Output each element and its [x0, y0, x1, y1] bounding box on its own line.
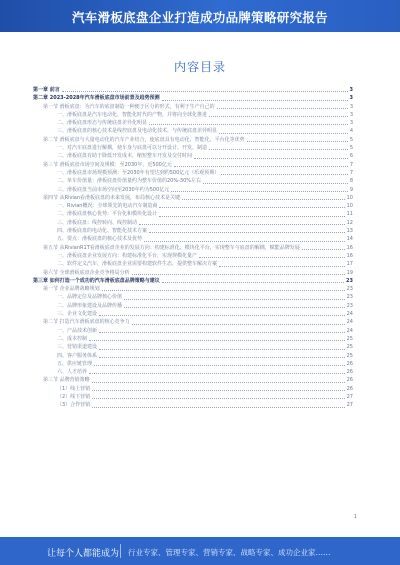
toc-leader-dots	[92, 398, 344, 399]
toc-entry[interactable]	[33, 119, 353, 127]
toc-leader-dots	[219, 266, 345, 267]
toc-entry[interactable]	[33, 360, 353, 368]
table-of-contents	[33, 86, 353, 410]
toc-entry[interactable]	[33, 327, 353, 335]
toc-entry-title: 三、企业文化建设	[57, 311, 98, 318]
toc-entry[interactable]	[33, 252, 353, 260]
toc-entry[interactable]	[33, 111, 353, 119]
toc-entry-page: 10	[346, 194, 353, 201]
toc-leader-dots	[174, 166, 348, 167]
toc-leader-dots	[162, 282, 344, 283]
toc-leader-dots	[149, 232, 345, 233]
toc-leader-dots	[102, 290, 345, 291]
toc-leader-dots	[209, 149, 348, 150]
toc-entry-page: 7	[349, 161, 353, 168]
toc-leader-dots	[99, 357, 345, 358]
toc-entry-page: 26	[346, 360, 353, 367]
toc-entry[interactable]	[33, 86, 353, 94]
toc-entry-title: 三、滑板底盘当前市场空间至2030年约为500亿元	[57, 186, 170, 193]
toc-leader-dots	[159, 207, 344, 208]
toc-entry-page: 13	[346, 228, 353, 235]
report-header	[0, 0, 400, 32]
toc-entry-title: 一、滑板底盘是汽车电动化、智能化时代的产物，并将向全球化推进	[57, 111, 208, 118]
toc-heading: 内容目录	[173, 60, 226, 74]
toc-leader-dots	[144, 241, 345, 242]
toc-entry[interactable]	[33, 177, 353, 185]
toc-entry[interactable]	[33, 194, 353, 202]
toc-entry-title: 第三章 如何打造一个成功的汽车滑板底盘品牌策略与建议	[33, 277, 160, 284]
toc-leader-dots	[94, 365, 345, 366]
toc-entry-title: 二、单车价值量：滑板底盘价值量约为整车价值的20%-30%左右	[57, 178, 202, 185]
toc-entry[interactable]	[33, 401, 353, 409]
toc-entry[interactable]	[33, 385, 353, 393]
toc-leader-dots	[124, 299, 345, 300]
toc-entry[interactable]	[33, 293, 353, 301]
toc-entry-title: 第三节 品牌营销策略	[43, 377, 90, 384]
toc-leader-dots	[203, 183, 348, 184]
toc-entry-page: 24	[346, 311, 353, 318]
toc-entry-page: 25	[346, 352, 353, 359]
toc-entry-title: 二、滑板底盘核心优势：平台化和模块化设计	[57, 211, 158, 218]
toc-entry-title: 二、品牌形象建设及品牌传播	[57, 302, 123, 309]
toc-entry[interactable]	[33, 260, 353, 268]
toc-entry-page: 27	[346, 393, 353, 400]
toc-entry[interactable]	[33, 302, 353, 310]
toc-entry-title: 一、Rivian概况：全球领先的电动汽车制造商	[57, 203, 158, 210]
toc-entry-title: 第四节 从Rivian看滑板底盘的未来发展，布局核心技术是关键	[43, 194, 181, 201]
toc-entry-title: 三、滑板底盘：线控转向、线控制动	[57, 219, 138, 226]
toc-entry[interactable]	[33, 161, 353, 169]
toc-leader-dots	[302, 249, 345, 250]
toc-entry[interactable]	[33, 368, 353, 376]
toc-entry-title: 三、滑板底盘的核心技术是线控底盘及电动化技术，与传统底盘差异明显	[57, 128, 218, 135]
toc-entry-page: 25	[346, 344, 353, 351]
toc-entry-page: 23	[346, 277, 353, 284]
toc-entry[interactable]	[33, 310, 353, 318]
toc-entry-title: 第一章 前言	[33, 87, 60, 93]
toc-entry-page: 10	[346, 203, 353, 210]
toc-leader-dots	[99, 349, 345, 350]
toc-entry-page: 12	[346, 219, 353, 226]
toc-entry-page: 7	[349, 169, 353, 176]
toc-entry-title: 第六节 全球滑板底盘企业竞争格局分析	[43, 269, 130, 276]
toc-entry-title: 一、产品技术创新	[57, 327, 98, 334]
toc-entry-title: 一、滑板底盘市场规模预测：至2030年有望达到约500亿元（乐观预期）	[57, 169, 220, 176]
toc-entry-title: 二、成本控制	[57, 335, 88, 342]
toc-leader-dots	[92, 407, 344, 408]
toc-entry[interactable]	[33, 343, 353, 351]
toc-leader-dots	[92, 382, 345, 383]
toc-entry-page: 17	[346, 261, 353, 268]
toc-entry-page: 11	[346, 211, 353, 218]
toc-entry[interactable]	[33, 318, 353, 326]
toc-entry-title: 第二节 滑板底盘与大量电动化的汽车产业结合，使底盘具有电动化、智能化、平台化等优势	[43, 136, 245, 143]
toc-entry[interactable]	[33, 202, 353, 210]
toc-entry-page: 24	[346, 327, 353, 334]
toc-entry[interactable]	[33, 219, 353, 227]
toc-leader-dots	[182, 199, 345, 200]
toc-leader-dots	[209, 116, 348, 117]
toc-leader-dots	[217, 108, 348, 109]
toc-leader-dots	[99, 315, 345, 316]
toc-entry[interactable]	[33, 94, 353, 102]
toc-entry-title: 四、客户服务体系	[57, 352, 98, 359]
toc-entry-title: 二、滑板底盘形态与传统底盘差异化明显	[57, 120, 148, 127]
toc-entry-page: 26	[346, 369, 353, 376]
toc-entry[interactable]	[33, 144, 353, 152]
toc-entry-title: （2）线下营销	[57, 393, 91, 400]
toc-leader-dots	[99, 332, 345, 333]
toc-entry-title: 第二节 打造汽车滑板底盘的核心竞争力	[43, 319, 130, 326]
toc-entry-title: 四、滑板底盘的电动化、智能化技术方案	[57, 228, 148, 235]
report-title: 汽车滑板底盘企业打造成功品牌策略研究报告	[71, 10, 328, 25]
toc-entry-page: 19	[346, 269, 353, 276]
toc-entry[interactable]	[33, 235, 353, 243]
toc-leader-dots	[247, 141, 348, 142]
toc-entry-title: （3）合作营销	[57, 402, 91, 409]
footer-tagline: 行业专家、管理专家、营销专家、战略专家、成功企业家……	[128, 548, 331, 557]
toc-entry-title: 二、软件定义汽车，滑板底盘企业需要构建软件生态，提供整车解决方案	[57, 261, 218, 268]
toc-entry-title: （1）线上营销	[57, 385, 91, 392]
toc-entry[interactable]	[33, 244, 353, 252]
toc-entry-title: 一、滑板底盘企业发展方向：构建标准化平台，实现规模化量产	[57, 252, 198, 259]
toc-entry-title: 第一节 滑板底盘：为汽车的底盘制造一种便于区分的形式，有利于生产自己的	[43, 103, 215, 110]
page-number: 1	[353, 514, 357, 520]
toc-leader-dots	[124, 307, 345, 308]
toc-entry-title: 五、供应链管理	[57, 360, 93, 367]
toc-entry[interactable]	[33, 186, 353, 194]
toc-entry-page: 23	[346, 302, 353, 309]
toc-entry-title: 三、营销渠道建设	[57, 344, 98, 351]
toc-leader-dots	[62, 91, 348, 92]
toc-entry[interactable]	[33, 285, 353, 293]
toc-entry-page: 14	[346, 236, 353, 243]
toc-entry-title: 第三节 滑板底盘市场空间及规模：至2030年，近500亿元	[43, 161, 172, 168]
toc-entry-page: 9	[349, 186, 353, 193]
toc-entry-page: 23	[346, 294, 353, 301]
toc-leader-dots	[132, 324, 345, 325]
footer-divider	[120, 544, 121, 558]
toc-leader-dots	[171, 191, 348, 192]
toc-entry-page: 3	[349, 120, 353, 127]
toc-entry-title: 第五节 从RivianR1T看滑板底盘企业的发展方向：构建标准化、模块化平台，实现整车与底盘的解耦，赋能品牌发展	[43, 244, 300, 251]
toc-entry-page: 8	[349, 178, 353, 185]
toc-entry-title: 五、要点：滑板底盘的核心技术及优势	[57, 236, 143, 243]
toc-entry[interactable]	[33, 169, 353, 177]
toc-entry[interactable]	[33, 227, 353, 235]
toc-entry[interactable]	[33, 127, 353, 135]
toc-leader-dots	[159, 216, 345, 217]
toc-entry[interactable]	[33, 269, 353, 277]
toc-leader-dots	[139, 224, 345, 225]
toc-entry-page: 24	[346, 319, 353, 326]
toc-entry-title: 二、滑板底盘有助于降低开发成本，缩短整车开发及交付时间	[57, 153, 193, 160]
toc-entry-title: 一、对汽车底盘进行解耦，使车身与底盘可以分开设计、开发、制造	[57, 145, 208, 152]
report-footer	[0, 537, 400, 565]
toc-entry-title: 第二章 2023-2028年汽车滑板底盘市场前景及趋势预测	[33, 95, 160, 102]
toc-entry-page: 23	[346, 286, 353, 293]
toc-entry[interactable]	[33, 103, 353, 111]
toc-entry-page: 26	[346, 377, 353, 384]
footer-slogan: 让每个人都能成为	[47, 549, 120, 559]
toc-entry-page: 3	[349, 87, 353, 93]
toc-entry[interactable]	[33, 277, 353, 285]
toc-entry[interactable]	[33, 136, 353, 144]
toc-leader-dots	[219, 133, 348, 134]
toc-entry[interactable]	[33, 393, 353, 401]
toc-entry-page: 4	[349, 128, 353, 135]
toc-entry[interactable]	[33, 376, 353, 384]
toc-entry-title: 第一节 企业品牌战略规划	[43, 286, 100, 293]
toc-entry-page: 25	[346, 335, 353, 342]
toc-leader-dots	[89, 340, 345, 341]
toc-entry-page: 16	[346, 244, 353, 251]
toc-entry-page: 16	[346, 252, 353, 259]
toc-entry-page: 3	[349, 111, 353, 118]
toc-entry-page: 3	[349, 95, 353, 102]
toc-entry-page: 6	[349, 153, 353, 160]
toc-leader-dots	[132, 274, 345, 275]
toc-entry[interactable]	[33, 210, 353, 218]
toc-entry-title: 一、品牌定位及品牌核心价值	[57, 294, 123, 301]
toc-leader-dots	[92, 390, 344, 391]
toc-leader-dots	[149, 124, 348, 125]
toc-entry-page: 27	[346, 402, 353, 409]
toc-entry-page: 26	[346, 385, 353, 392]
toc-entry-page: 3	[349, 103, 353, 110]
toc-entry[interactable]	[33, 152, 353, 160]
toc-leader-dots	[89, 373, 345, 374]
toc-entry-page: 5	[349, 145, 353, 152]
toc-leader-dots	[162, 100, 348, 101]
toc-entry[interactable]	[33, 352, 353, 360]
toc-leader-dots	[194, 158, 348, 159]
toc-leader-dots	[221, 174, 348, 175]
toc-entry[interactable]	[33, 335, 353, 343]
toc-leader-dots	[199, 257, 345, 258]
toc-entry-title: 六、人才培养	[57, 369, 88, 376]
toc-entry-page: 5	[349, 136, 353, 143]
